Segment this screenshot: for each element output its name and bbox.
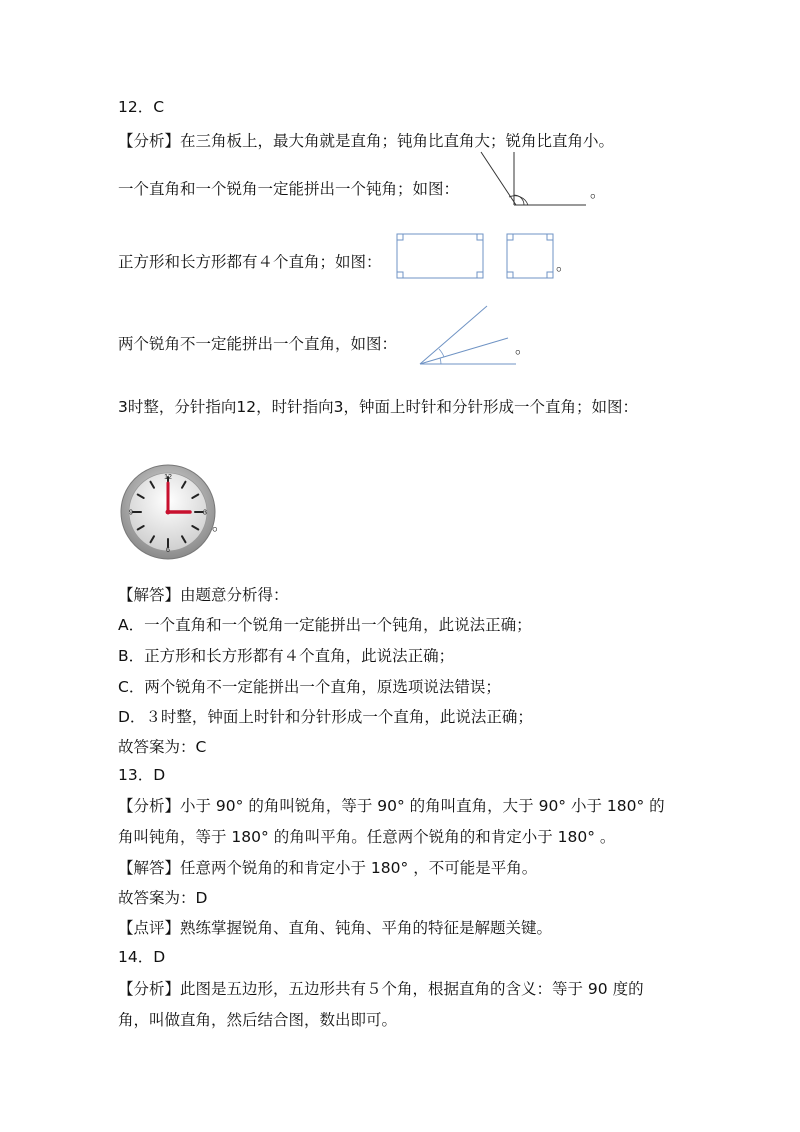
q12-analysis-line1: 【分析】在三角板上，最大角就是直角；钝角比直角大；锐角比直角小。 xyxy=(118,132,615,150)
q12-analysis-line3: 正方形和长方形都有４个直角；如图： xyxy=(118,253,382,271)
end-mark: 。 xyxy=(515,339,531,357)
two-acute-angles-figure xyxy=(412,302,518,368)
clock-number-3: 3 xyxy=(203,509,207,517)
clock-number-12: 12 xyxy=(164,474,172,481)
q13-analysis-line2: 角叫钝角，等于 180° 的角叫平角。任意两个锐角的和肯定小于 180° 。 xyxy=(118,828,616,846)
q12-option-b: B．正方形和长方形都有４个直角，此说法正确； xyxy=(118,647,455,665)
rectangle-square-figure xyxy=(396,232,562,280)
q12-number: 12．C xyxy=(118,98,165,116)
q13-number: 13．D xyxy=(118,766,166,784)
q12-answer: 故答案为：C xyxy=(118,738,207,756)
end-mark: 。 xyxy=(590,183,606,201)
q13-solution: 【解答】任意两个锐角的和肯定小于 180° ，不可能是平角。 xyxy=(118,859,538,877)
q12-option-a: A．一个直角和一个锐角一定能拼出一个钝角，此说法正确； xyxy=(118,616,532,634)
clock-number-6: 6 xyxy=(166,547,170,554)
clock-figure xyxy=(118,462,218,562)
q12-analysis-line2: 一个直角和一个锐角一定能拼出一个钝角；如图： xyxy=(118,180,460,198)
q12-option-d: D．３时整，钟面上时针和分针形成一个直角，此说法正确； xyxy=(118,708,533,726)
end-mark: 。 xyxy=(212,516,228,534)
q12-solution-head: 【解答】由题意分析得： xyxy=(118,586,289,604)
q13-comment: 【点评】熟练掌握锐角、直角、钝角、平角的特征是解题关键。 xyxy=(118,919,553,937)
q12-analysis-line5: 3时整，分针指向12，时针指向3，钟面上时针和分针形成一个直角；如图： xyxy=(118,398,638,416)
q12-analysis-line4: 两个锐角不一定能拼出一个直角，如图： xyxy=(118,335,398,353)
q12-option-c: C．两个锐角不一定能拼出一个直角，原选项说法错误； xyxy=(118,678,501,696)
q13-analysis-line1: 【分析】小于 90° 的角叫锐角，等于 90° 的角叫直角，大于 90° 小于 180° 的 xyxy=(118,797,665,815)
clock-number-9: 9 xyxy=(129,509,133,517)
end-mark: 。 xyxy=(556,256,572,274)
obtuse-angle-figure xyxy=(476,150,592,212)
q13-answer: 故答案为：D xyxy=(118,889,208,907)
q14-number: 14．D xyxy=(118,948,166,966)
q14-analysis-line1: 【分析】此图是五边形，五边形共有５个角，根据直角的含义：等于 90 度的 xyxy=(118,980,644,998)
q14-analysis-line2: 角，叫做直角，然后结合图，数出即可。 xyxy=(118,1011,398,1029)
